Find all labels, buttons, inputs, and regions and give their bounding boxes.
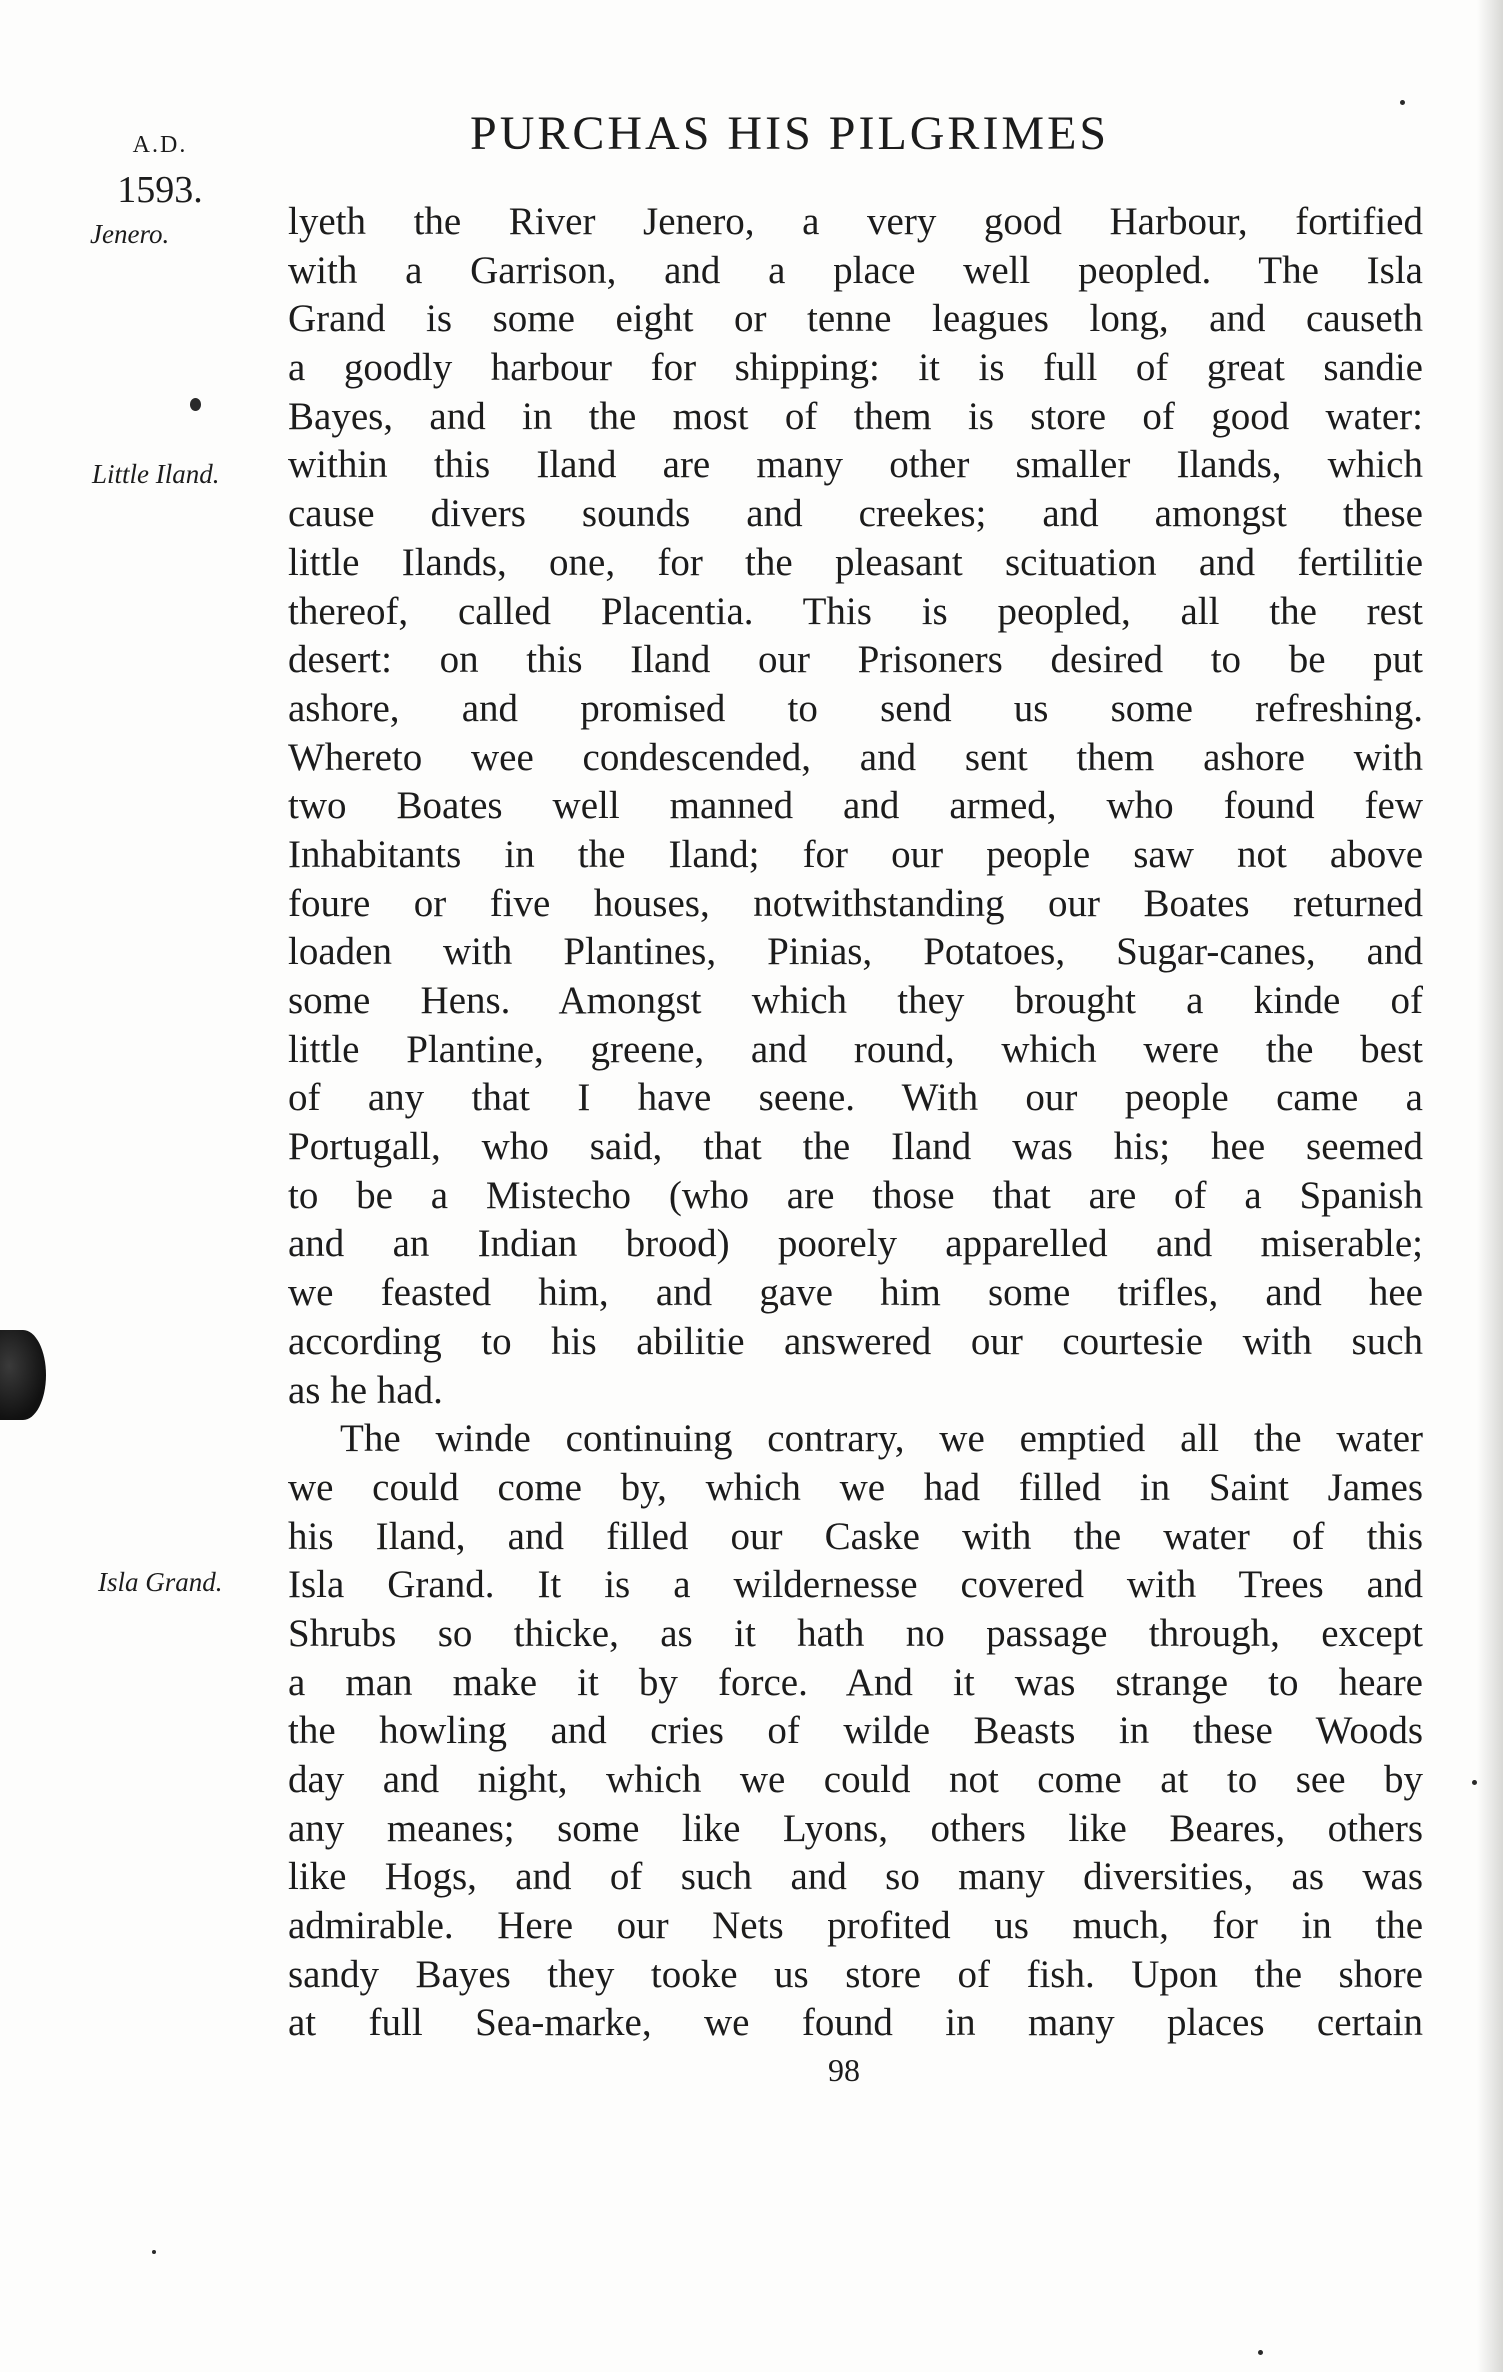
text-line: the howling and cries of wilde Beasts in these Woods: [288, 1709, 1423, 1753]
page-edge-shadow: [1477, 0, 1503, 2372]
text-line: at full Sea-marke, we found in many places certain: [288, 2001, 1423, 2045]
sidenote-isla-grand: Isla Grand.: [98, 1567, 223, 1597]
text-line: loaden with Plantines, Pinias, Potatoes, Sugar-canes, and: [288, 930, 1423, 974]
text-line: to be a Mistecho (who are those that are of a Spanish: [288, 1173, 1423, 1217]
text-line: some Hens. Amongst which they brought a kinde of: [288, 979, 1423, 1022]
text-line: Bayes, and in the most of them is store of good water:: [288, 394, 1423, 438]
paragraph-2: [288, 1415, 1423, 2048]
ink-speck: [1258, 2350, 1263, 2355]
text-line: lyeth the River Jenero, a very good Harbour, fortified: [288, 200, 1423, 243]
margin-date: [110, 130, 210, 212]
text-line: two Boates well manned and armed, who found few: [288, 784, 1423, 828]
text-line: thereof, called Placentia. This is peopled, all the rest: [288, 589, 1423, 633]
text-line: a goodly harbour for shipping: it is full of great sandie: [288, 346, 1423, 390]
sidenote-jenero: Jenero.: [90, 219, 170, 249]
text-line: with a Garrison, and a place well peopled. The Isla: [288, 248, 1423, 292]
ink-speck: [152, 2250, 156, 2254]
text-line: like Hogs, and of such and so many diversities, as was: [288, 1855, 1423, 1899]
text-line: Isla Grand. It is a wildernesse covered with Trees and: [288, 1563, 1423, 1607]
text-line: day and night, which we could not come at to see by: [288, 1758, 1423, 1801]
text-line: we could come by, which we had filled in Saint James: [288, 1465, 1423, 1509]
running-head: PURCHAS HIS PILGRIMES: [470, 107, 1110, 160]
text-line: within this Iland are many other smaller Ilands, which: [288, 443, 1423, 487]
text-line: Portugall, who said, that the Iland was his; hee seemed: [288, 1125, 1423, 1169]
text-line: Inhabitants in the Iland; for our people saw not above: [288, 832, 1423, 876]
text-line: cause divers sounds and creekes; and amongst these: [288, 492, 1423, 536]
ink-speck: [1400, 100, 1405, 105]
body-text: [288, 198, 1423, 2048]
text-line: foure or five houses, notwithstanding our Boates returned: [288, 881, 1423, 925]
text-line: of any that I have seene. With our people came a: [288, 1076, 1423, 1120]
text-line: according to his abilitie answered our courtesie with such: [288, 1319, 1423, 1363]
text-line: sandy Bayes they tooke us store of fish. Upon the shore: [288, 1952, 1423, 1996]
text-line: little Plantine, greene, and round, which were the best: [288, 1027, 1423, 1071]
page-number: 98: [828, 2052, 860, 2088]
text-line: admirable. Here our Nets profited us much, for in the: [288, 1904, 1423, 1948]
margin-era: A.D.: [132, 132, 188, 158]
sidenote-little-iland: Little Iland.: [92, 459, 220, 489]
text-line: Grand is some eight or tenne leagues long, and causeth: [288, 297, 1423, 341]
text-line: a man make it by force. And it was strange to heare: [288, 1660, 1423, 1704]
text-line: ashore, and promised to send us some refreshing.: [288, 686, 1423, 730]
text-line: Whereto wee condescended, and sent them ashore with: [288, 735, 1423, 779]
paragraph-1: [288, 198, 1423, 1415]
text-line: we feasted him, and gave him some trifles, and hee: [288, 1271, 1423, 1315]
ink-speck: [1472, 1780, 1477, 1785]
margin-year: 1593.: [117, 169, 203, 211]
text-line: little Ilands, one, for the pleasant scituation and fertilitie: [288, 540, 1423, 584]
text-line: as he had.: [288, 1368, 443, 1412]
text-line: Shrubs so thicke, as it hath no passage through, except: [288, 1611, 1423, 1655]
scan-thumb-shadow: [0, 1330, 46, 1420]
text-line: desert: on this Iland our Prisoners desired to be put: [288, 638, 1423, 682]
text-line: The winde continuing contrary, we emptied all the water: [340, 1417, 1423, 1461]
ink-speck: [190, 398, 201, 411]
text-line: his Iland, and filled our Caske with the water of this: [288, 1514, 1423, 1558]
text-line: and an Indian brood) poorely apparelled and miserable;: [288, 1222, 1423, 1266]
text-line: any meanes; some like Lyons, others like Beares, others: [288, 1806, 1423, 1850]
